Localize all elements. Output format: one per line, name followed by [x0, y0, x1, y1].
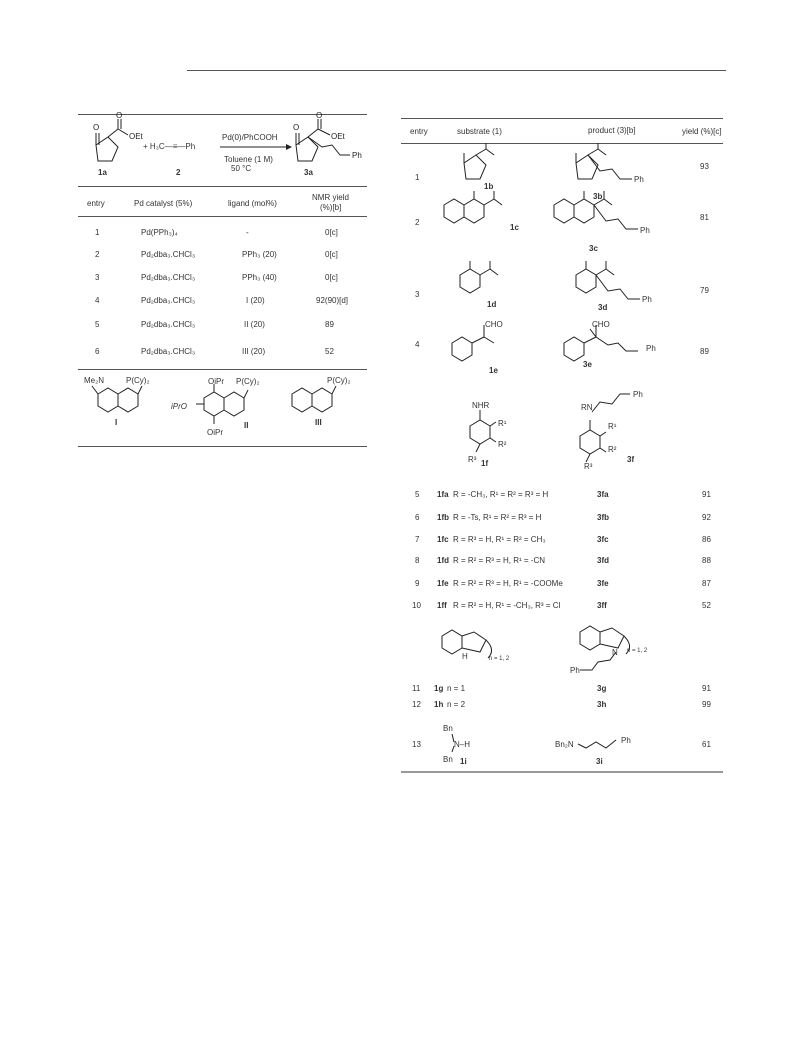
yield-cell: 61	[702, 740, 711, 749]
r1-label: R¹	[608, 422, 617, 431]
entry-cell: 9	[415, 579, 420, 588]
substrate-desc: n = 1	[447, 684, 466, 693]
n-atom-label: N	[612, 648, 618, 657]
r2-label: R²	[498, 440, 507, 449]
entry-cell: 7	[415, 535, 420, 544]
column-header: ligand (mol%)	[228, 199, 277, 208]
alkyne-label: + H₃C—≡—Ph	[143, 142, 196, 151]
compound-label: 1b	[484, 182, 494, 191]
rn-label: RN	[581, 403, 593, 412]
ligand-label: III	[315, 418, 322, 427]
ligand-cell: PPh₃ (40)	[242, 273, 277, 282]
svg-text:O: O	[116, 111, 123, 120]
catalyst-cell: Pd₂dba₃.CHCl₃	[141, 296, 196, 305]
svg-text:O: O	[293, 123, 300, 132]
column-header: substrate (1)	[457, 127, 502, 136]
entry-cell: 2	[95, 250, 100, 259]
table-1-bottom-rule	[78, 446, 367, 447]
column-header: Pd catalyst (5%)	[134, 199, 193, 208]
substrate-desc: n = 2	[447, 700, 466, 709]
r2-label: R²	[608, 445, 617, 454]
substrate-desc: R = R² = H, R¹ = -CH₃, R³ = Cl	[453, 601, 561, 610]
substrate-id: 1fe	[437, 579, 449, 588]
product-cell: 3fc	[597, 535, 609, 544]
substrate-id: 1h	[434, 700, 444, 709]
yield-cell: 87	[702, 579, 711, 588]
product-cell: 3g	[597, 684, 607, 693]
conditions-temperature: 50 °C	[231, 164, 252, 173]
substrate-id: 1fd	[437, 556, 449, 565]
yield-cell: 88	[702, 556, 711, 565]
entry-cell: 4	[415, 340, 420, 349]
yield-cell: 91	[702, 490, 711, 499]
ph-label: Ph	[633, 390, 643, 399]
yield-cell: 89	[700, 347, 709, 356]
conditions-catalyst: Pd(0)/PhCOOH	[222, 133, 278, 142]
header-rule	[187, 70, 726, 71]
product-cell: 3fa	[597, 490, 609, 499]
dibenzylamine-label: Bn₂N	[555, 740, 574, 749]
yield-cell: 89	[325, 320, 334, 329]
r1-label: R¹	[498, 419, 507, 428]
compound-label: 3f	[627, 455, 635, 464]
yield-cell: 0[c]	[325, 250, 338, 259]
column-header: yield (%)[c]	[682, 127, 722, 136]
nh-label: H	[462, 652, 468, 661]
substrate-desc: R = R³ = H, R¹ = R² = CH₃	[453, 535, 546, 544]
substrate-id: 1g	[434, 684, 444, 693]
svg-text:O: O	[93, 123, 100, 132]
ph-label: Ph	[642, 295, 652, 304]
cho-label: CHO	[592, 320, 610, 329]
table-2-bottom-rule	[401, 771, 723, 773]
ligand-cell: III (20)	[242, 347, 266, 356]
ligand-label: I	[115, 418, 118, 427]
ph-label: Ph	[640, 226, 650, 235]
catalyst-cell: Pd₂dba₃.CHCl₃	[141, 347, 196, 356]
product-cell: 3fb	[597, 513, 609, 522]
yield-cell: 93	[700, 162, 709, 171]
oet-label: OEt	[129, 132, 143, 141]
column-header: entry	[87, 199, 105, 208]
product-cell: 3fd	[597, 556, 609, 565]
yield-cell: 92	[702, 513, 711, 522]
entry-cell: 6	[415, 513, 420, 522]
substrate-desc: R = -CH₃, R¹ = R² = R³ = H	[453, 490, 549, 499]
ligand-i-group: Me₂N	[84, 376, 104, 385]
yield-cell: 0[c]	[325, 273, 338, 282]
entry-cell: 3	[95, 273, 100, 282]
substrate-id: 1ff	[437, 601, 447, 610]
product-cell: 3h	[597, 700, 607, 709]
ligand-cell: PPh₃ (20)	[242, 250, 277, 259]
indoline-structures	[430, 620, 660, 680]
entry-cell: 5	[95, 320, 100, 329]
compound-label: 3c	[589, 244, 598, 253]
catalyst-cell: Pd(PPh₃)₄	[141, 228, 178, 237]
entry-cell: 11	[412, 684, 421, 693]
compound-label: 1d	[487, 300, 497, 309]
compound-label: 3d	[598, 303, 608, 312]
r3-label: R³	[584, 462, 593, 471]
ph-label: Ph	[352, 151, 362, 160]
ligand-i-phosphine: P(Cy)₂	[126, 376, 150, 385]
ligand-cell: -	[246, 228, 249, 237]
n-range-label: n = 1, 2	[489, 656, 510, 662]
table-2-header-rule	[401, 143, 723, 144]
catalyst-cell: Pd₂dba₃.CHCl₃	[141, 273, 196, 282]
column-header: NMR yield	[312, 193, 349, 202]
ligand-ii-phosphine: P(Cy)₂	[236, 377, 260, 386]
ligand-ii-oipr-top: OiPr	[208, 377, 224, 386]
nhr-label: NHR	[472, 401, 490, 410]
ph-label: Ph	[634, 175, 644, 184]
ligand-ii-oipr-left: iPrO	[171, 402, 187, 411]
table-1-header-rule	[78, 186, 367, 187]
ligand-iii-phosphine: P(Cy)₂	[327, 376, 351, 385]
compound-label: 3e	[583, 360, 592, 369]
ligand-ii-oipr-bottom: OiPr	[207, 428, 223, 437]
entry-cell: 4	[95, 296, 100, 305]
yield-cell: 0[c]	[325, 228, 338, 237]
entry-cell: 1	[95, 228, 100, 237]
ph-label: Ph	[621, 736, 631, 745]
product-cell: 3i	[596, 757, 603, 766]
entry-cell: 10	[412, 601, 421, 610]
catalyst-cell: Pd₂dba₃.CHCl₃	[141, 250, 196, 259]
r3-label: R³	[468, 455, 477, 464]
entry-cell: 5	[415, 490, 420, 499]
table-2-top-rule	[401, 118, 723, 119]
yield-cell: 91	[702, 684, 711, 693]
ph-label: Ph	[570, 666, 580, 675]
conditions-solvent: Toluene (1 M)	[224, 155, 273, 164]
entry-cell: 6	[95, 347, 100, 356]
ligand-cell: I (20)	[246, 296, 265, 305]
entry-cell: 3	[415, 290, 420, 299]
entry-cell: 12	[412, 700, 421, 709]
row13-structures	[440, 728, 640, 768]
compound-label: 1f	[481, 459, 489, 468]
yield-cell: 99	[702, 700, 711, 709]
column-header: (%)[b]	[320, 203, 342, 212]
yield-cell: 81	[700, 213, 709, 222]
table-1-ligand-rule	[78, 369, 367, 370]
ligand-label: II	[244, 421, 249, 430]
nh-label: N–H	[454, 740, 471, 749]
column-header: product (3)[b]	[588, 126, 636, 135]
compound-label: 1e	[489, 366, 498, 375]
bn-label: Bn	[443, 724, 453, 733]
cho-label: CHO	[485, 320, 503, 329]
substrate-id: 1fa	[437, 490, 449, 499]
oet-label: OEt	[331, 132, 345, 141]
substrate-desc: R = R² = R³ = H, R¹ = -COOMe	[453, 579, 563, 588]
ligand-cell: II (20)	[244, 320, 265, 329]
substrate-desc: R = R² = R³ = H, R¹ = -CN	[453, 556, 546, 565]
table-1-body-rule	[78, 216, 367, 217]
svg-text:O: O	[316, 111, 323, 120]
bn-label: Bn	[443, 755, 453, 764]
compound-label: 2	[176, 168, 181, 177]
yield-cell: 92(90)[d]	[316, 296, 349, 305]
compound-label: 1a	[98, 168, 107, 177]
compound-label: 1c	[510, 223, 519, 232]
product-cell: 3fe	[597, 579, 609, 588]
compound-label: 1i	[460, 757, 467, 766]
ph-label: Ph	[646, 344, 656, 353]
substrate-id: 1fc	[437, 535, 449, 544]
yield-cell: 52	[325, 347, 334, 356]
substrate-id: 1fb	[437, 513, 449, 522]
yield-cell: 79	[700, 286, 709, 295]
compound-label: 3b	[593, 192, 603, 201]
product-cell: 3ff	[597, 601, 607, 610]
yield-cell: 86	[702, 535, 711, 544]
n-range-label: n = 1, 2	[627, 648, 648, 654]
entry-cell: 2	[415, 218, 420, 227]
catalyst-cell: Pd₂dba₃.CHCl₃	[141, 320, 196, 329]
substrate-desc: R = -Ts, R¹ = R² = R³ = H	[453, 513, 542, 522]
entry-cell: 13	[412, 740, 421, 749]
compound-label: 3a	[304, 168, 313, 177]
entry-cell: 1	[415, 173, 420, 182]
column-header: entry	[410, 127, 428, 136]
yield-cell: 52	[702, 601, 711, 610]
reaction-scheme	[78, 111, 368, 187]
entry-cell: 8	[415, 556, 420, 565]
